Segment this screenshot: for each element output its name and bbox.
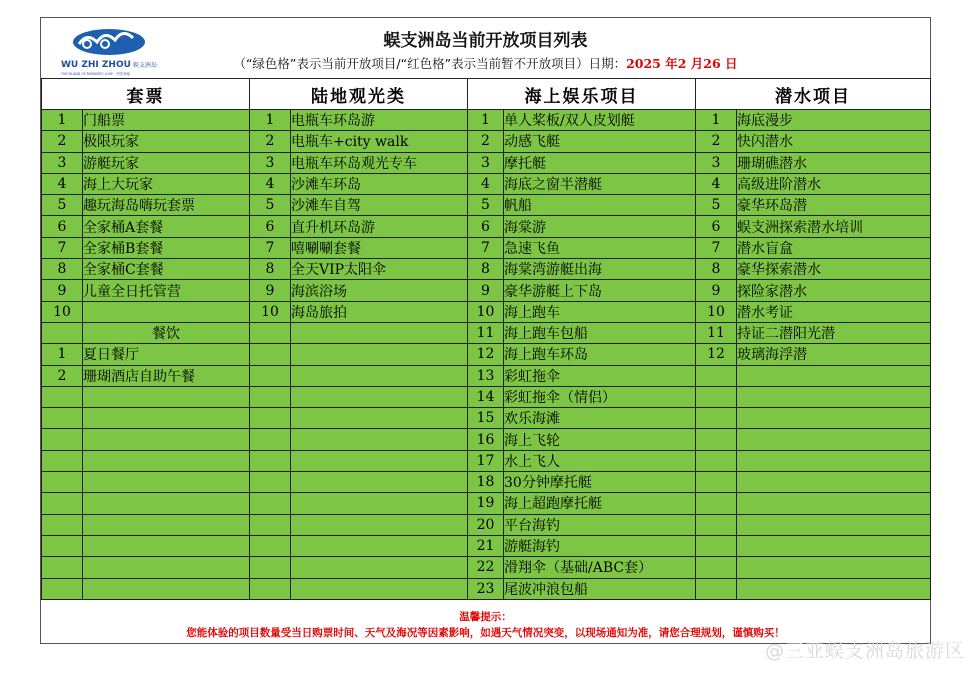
table-row	[42, 344, 931, 365]
notice-text: 您能体验的项目数量受当日购票时间、天气及海况等因素影响，如遇天气情况突变，以现场通知为准，请您合理规划，谨慎购买！	[186, 627, 785, 639]
item-open: 游艇玩家	[83, 152, 250, 173]
item-open: 海上超跑摩托艇	[504, 493, 696, 514]
item-number: 1	[42, 110, 83, 131]
item-open	[291, 493, 468, 514]
item-number: 4	[250, 173, 291, 194]
item-number: 7	[468, 237, 504, 258]
item-open: 海岛旅拍	[291, 301, 468, 322]
item-open: 极限玩家	[83, 131, 250, 152]
item-open	[83, 472, 250, 493]
item-number: 8	[250, 259, 291, 280]
item-open: 嘻唰唰套餐	[291, 237, 468, 258]
item-number: 7	[250, 237, 291, 258]
item-open: 高级进阶潜水	[737, 173, 931, 194]
item-number: 16	[468, 429, 504, 450]
item-open: 电瓶车环岛观光专车	[291, 152, 468, 173]
item-open	[291, 344, 468, 365]
table-row	[42, 429, 931, 450]
item-number	[696, 557, 737, 578]
item-open: 趣玩海岛嗨玩套票	[83, 195, 250, 216]
item-open	[737, 450, 931, 471]
item-open: 摩托艇	[504, 152, 696, 173]
item-open: 珊瑚酒店自助午餐	[83, 365, 250, 386]
item-open: 电瓶车+city walk	[291, 131, 468, 152]
item-open: 急速飞鱼	[504, 237, 696, 258]
item-number: 1	[250, 110, 291, 131]
item-open: 餐饮	[83, 322, 250, 343]
item-number	[250, 535, 291, 556]
item-number: 9	[42, 280, 83, 301]
table-row	[42, 322, 931, 343]
item-number: 6	[696, 216, 737, 237]
table-row	[42, 110, 931, 131]
item-closed: 欢乐海滩	[504, 408, 696, 429]
item-open: 蜈支洲探索潜水培训	[737, 216, 931, 237]
item-number: 14	[468, 386, 504, 407]
item-closed: 海底漫步	[737, 110, 931, 131]
item-number: 4	[42, 173, 83, 194]
item-open	[83, 493, 250, 514]
item-number: 5	[468, 195, 504, 216]
item-number: 5	[250, 195, 291, 216]
item-open	[737, 365, 931, 386]
column-header: 套票	[42, 79, 250, 110]
item-open: 30分钟摩托艇	[504, 472, 696, 493]
item-number	[696, 493, 737, 514]
item-number: 1	[42, 344, 83, 365]
item-open: 海滨浴场	[291, 280, 468, 301]
item-number	[42, 493, 83, 514]
item-number	[42, 472, 83, 493]
item-closed: 尾波冲浪包船	[504, 578, 696, 599]
table-row	[42, 514, 931, 535]
item-open: 海棠游	[504, 216, 696, 237]
item-number	[42, 535, 83, 556]
table-row	[42, 408, 931, 429]
table-row	[42, 280, 931, 301]
item-open	[291, 450, 468, 471]
item-number: 2	[42, 365, 83, 386]
item-open	[83, 301, 250, 322]
table-row	[42, 386, 931, 407]
date-value: 2025 年2 月26 日	[626, 56, 738, 71]
item-open: 全家桶A套餐	[83, 216, 250, 237]
item-number: 2	[250, 131, 291, 152]
table-row	[42, 472, 931, 493]
item-open	[291, 535, 468, 556]
item-open	[291, 322, 468, 343]
item-number: 20	[468, 514, 504, 535]
item-number: 1	[696, 110, 737, 131]
item-open: 玻璃海浮潜	[737, 344, 931, 365]
item-number: 19	[468, 493, 504, 514]
item-open: 夏日餐厅	[83, 344, 250, 365]
item-open	[83, 514, 250, 535]
column-header: 潜水项目	[696, 79, 931, 110]
watermark: @三亚蜈支洲岛旅游区	[764, 640, 965, 662]
item-open: 探险家潜水	[737, 280, 931, 301]
item-open	[83, 557, 250, 578]
item-number	[250, 450, 291, 471]
item-number	[250, 493, 291, 514]
item-number	[250, 472, 291, 493]
item-number: 13	[468, 365, 504, 386]
item-open	[737, 493, 931, 514]
item-open: 直升机环岛游	[291, 216, 468, 237]
item-number: 3	[468, 152, 504, 173]
item-number	[250, 429, 291, 450]
item-number: 7	[42, 237, 83, 258]
item-number: 11	[696, 322, 737, 343]
item-open: 持证二潜阳光潜	[737, 322, 931, 343]
item-number: 4	[468, 173, 504, 194]
item-number: 10	[696, 301, 737, 322]
item-open	[737, 557, 931, 578]
logo-cn: 蜈支洲岛	[133, 62, 158, 69]
item-open: 彩虹拖伞	[504, 365, 696, 386]
table-row	[42, 557, 931, 578]
item-open	[83, 386, 250, 407]
logo-tagline: THE ISLAND OF ROMANTIC LOVE · 中国·海南	[61, 72, 130, 76]
item-number: 18	[468, 472, 504, 493]
item-number	[696, 408, 737, 429]
item-number: 23	[468, 578, 504, 599]
item-open	[83, 450, 250, 471]
item-open: 全家桶C套餐	[83, 259, 250, 280]
logo-text: WU ZHI ZHOU	[61, 60, 131, 70]
item-number	[42, 578, 83, 599]
item-number	[250, 408, 291, 429]
item-open: 潜水盲盒	[737, 237, 931, 258]
table-row	[42, 259, 931, 280]
table-row	[42, 578, 931, 599]
item-open: 门船票	[83, 110, 250, 131]
item-open: 海上大玩家	[83, 173, 250, 194]
item-open	[291, 429, 468, 450]
item-closed: 单人桨板/双人皮划艇	[504, 110, 696, 131]
page-title: 蜈支洲岛当前开放项目列表	[383, 31, 588, 51]
legend-line	[41, 54, 930, 72]
item-number	[696, 386, 737, 407]
item-number	[696, 472, 737, 493]
item-number: 2	[696, 131, 737, 152]
notice-heading: 温馨提示：	[459, 611, 512, 623]
item-open: 滑翔伞（基础/ABC套）	[504, 557, 696, 578]
item-number: 6	[250, 216, 291, 237]
item-number: 5	[696, 195, 737, 216]
item-number	[250, 386, 291, 407]
item-number	[250, 365, 291, 386]
item-number: 2	[42, 131, 83, 152]
item-number: 1	[468, 110, 504, 131]
item-open	[291, 514, 468, 535]
item-number	[696, 450, 737, 471]
item-open: 珊瑚礁潜水	[737, 152, 931, 173]
table-row	[42, 216, 931, 237]
item-number: 3	[250, 152, 291, 173]
table-row	[42, 173, 931, 194]
item-open: 彩虹拖伞（情侣）	[504, 386, 696, 407]
column-header: 海上娱乐项目	[468, 79, 696, 110]
item-number	[250, 514, 291, 535]
item-number: 17	[468, 450, 504, 471]
item-number: 8	[468, 259, 504, 280]
item-open	[737, 386, 931, 407]
item-open: 豪华环岛潜	[737, 195, 931, 216]
item-number	[42, 408, 83, 429]
item-number	[696, 429, 737, 450]
item-open: 海上跑车包船	[504, 322, 696, 343]
item-open: 海上跑车	[504, 301, 696, 322]
item-open	[737, 429, 931, 450]
table-row	[42, 535, 931, 556]
item-number	[696, 365, 737, 386]
item-number: 2	[468, 131, 504, 152]
item-number: 4	[696, 173, 737, 194]
item-open: 潜水考证	[737, 301, 931, 322]
item-open: 海上飞轮	[504, 429, 696, 450]
item-open: 儿童全日托管营	[83, 280, 250, 301]
item-number: 6	[42, 216, 83, 237]
item-open	[291, 557, 468, 578]
item-number: 12	[468, 344, 504, 365]
legend-text: （“绿色格”表示当前开放项目/“红色格”表示当前暂不开放项目）日期：	[233, 56, 627, 71]
item-number	[696, 535, 737, 556]
item-number: 15	[468, 408, 504, 429]
table-row	[42, 493, 931, 514]
item-open: 帆船	[504, 195, 696, 216]
table-row	[42, 131, 931, 152]
item-open	[291, 386, 468, 407]
schedule-sheet	[40, 17, 931, 644]
item-number: 9	[250, 280, 291, 301]
item-closed: 海底之窗半潜艇	[504, 173, 696, 194]
item-open	[737, 408, 931, 429]
item-number: 10	[468, 301, 504, 322]
table-row	[42, 450, 931, 471]
item-open	[83, 408, 250, 429]
item-open: 快闪潜水	[737, 131, 931, 152]
item-number: 22	[468, 557, 504, 578]
item-number: 9	[468, 280, 504, 301]
item-number	[42, 514, 83, 535]
item-open	[291, 472, 468, 493]
item-number	[696, 514, 737, 535]
item-open	[737, 472, 931, 493]
item-number: 21	[468, 535, 504, 556]
item-number: 3	[42, 152, 83, 173]
item-open: 沙滩车自驾	[291, 195, 468, 216]
item-open: 水上飞人	[504, 450, 696, 471]
item-open	[83, 578, 250, 599]
item-open	[291, 408, 468, 429]
item-number	[42, 557, 83, 578]
item-number	[250, 344, 291, 365]
item-number: 5	[42, 195, 83, 216]
item-closed: 海上跑车环岛	[504, 344, 696, 365]
item-open	[83, 535, 250, 556]
item-open	[737, 578, 931, 599]
item-open: 平台海钓	[504, 514, 696, 535]
item-open: 全家桶B套餐	[83, 237, 250, 258]
item-number	[42, 450, 83, 471]
project-table	[41, 78, 931, 600]
item-number	[250, 557, 291, 578]
item-open	[737, 514, 931, 535]
item-number: 10	[250, 301, 291, 322]
item-open	[291, 365, 468, 386]
item-open	[83, 429, 250, 450]
item-number: 8	[42, 259, 83, 280]
table-row	[42, 365, 931, 386]
item-number: 11	[468, 322, 504, 343]
table-row	[42, 237, 931, 258]
item-open	[291, 578, 468, 599]
item-closed: 游艇海钓	[504, 535, 696, 556]
item-number	[42, 429, 83, 450]
item-open: 豪华探索潜水	[737, 259, 931, 280]
item-open: 电瓶车环岛游	[291, 110, 468, 131]
item-number: 8	[696, 259, 737, 280]
table-header	[42, 79, 931, 110]
item-number	[42, 322, 83, 343]
item-open: 沙滩车环岛	[291, 173, 468, 194]
table-row	[42, 301, 931, 322]
item-number	[250, 322, 291, 343]
item-number	[42, 386, 83, 407]
table-row	[42, 152, 931, 173]
table-row	[42, 195, 931, 216]
item-open: 动感飞艇	[504, 131, 696, 152]
item-open: 豪华游艇上下岛	[504, 280, 696, 301]
item-number	[696, 578, 737, 599]
item-number: 9	[696, 280, 737, 301]
item-number: 12	[696, 344, 737, 365]
item-number: 10	[42, 301, 83, 322]
item-open: 全天VIP太阳伞	[291, 259, 468, 280]
item-open	[737, 535, 931, 556]
item-number	[250, 578, 291, 599]
item-number: 6	[468, 216, 504, 237]
item-number: 3	[696, 152, 737, 173]
item-open: 海棠湾游艇出海	[504, 259, 696, 280]
column-header: 陆地观光类	[250, 79, 468, 110]
item-number: 7	[696, 237, 737, 258]
